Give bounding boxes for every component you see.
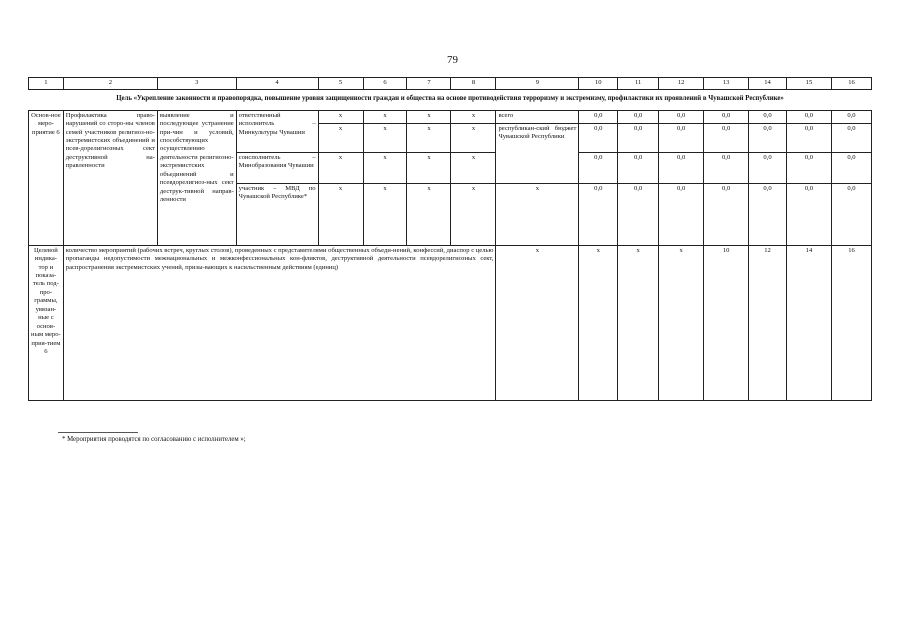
budget-code: x (318, 110, 363, 123)
indicator-value: 14 (786, 245, 831, 400)
column-number: 11 (618, 78, 659, 90)
page-number: 79 (447, 54, 458, 66)
responsible-executor: ответственный исполнитель – Минкультуры Чувашии (236, 110, 318, 152)
funding-value: 0,0 (704, 183, 749, 245)
funding-value: 0,0 (786, 183, 831, 245)
funding-value: 0,0 (618, 110, 659, 123)
funding-value: 0,0 (704, 123, 749, 152)
budget-code: x (451, 152, 496, 183)
funding-value: 0,0 (579, 152, 618, 183)
funding-value: 0,0 (749, 152, 787, 183)
funding-value: 0,0 (786, 152, 831, 183)
column-number: 2 (63, 78, 157, 90)
budget-code: x (407, 123, 451, 152)
indicator-label: Целевой индика-тор и показа-тель под-про-граммы, увязан-ные с основ-ным меро-прия-тием 6 (29, 245, 64, 400)
budget-code: x (318, 152, 363, 183)
funding-value: 0,0 (831, 183, 871, 245)
indicator-text: количество мероприятий (рабочих встреч, круглых столов), проведенных с представителями общественных объеди-нений, конфессий, диаспор с целью пропаганды недопустимости межнациональных и межконфессиональных кон-фликтов, деструктивной деятельности псевдорелигиозных сект, распространения экстремистских учений, призы-вающих к насильственным действиям (единиц) (63, 245, 496, 400)
participant: участник – МВД по Чувашской Республике* (236, 183, 318, 245)
funding-value: 0,0 (749, 110, 787, 123)
column-number: 1 (29, 78, 64, 90)
indicator-value: x (659, 245, 704, 400)
budget-code: x (407, 183, 451, 245)
funding-value: 0,0 (618, 152, 659, 183)
footnote: * Мероприятия проводятся по согласованию с исполнителем »; (62, 436, 246, 443)
funding-value: 0,0 (579, 123, 618, 152)
funding-value: 0,0 (831, 123, 871, 152)
funding-value: 0,0 (786, 123, 831, 152)
budget-code: x (363, 183, 407, 245)
funding-value: 0,0 (659, 123, 704, 152)
funding-value: 0,0 (579, 183, 618, 245)
budget-code: x (407, 152, 451, 183)
funding-value: 0,0 (704, 152, 749, 183)
funding-value: 0,0 (618, 183, 659, 245)
goal-row (29, 90, 872, 111)
program-table (28, 77, 872, 401)
footnote-divider (58, 432, 138, 433)
column-number: 14 (749, 78, 787, 90)
budget-code: x (363, 110, 407, 123)
column-number: 16 (831, 78, 871, 90)
column-number: 6 (363, 78, 407, 90)
funding-value: 0,0 (579, 110, 618, 123)
budget-code: x (451, 110, 496, 123)
column-number: 8 (451, 78, 496, 90)
indicator-row (29, 245, 872, 400)
event-row-1 (29, 110, 872, 123)
goal-title: Цель «Укрепление законности и правопорядка, повышение уровня защищенности граждан и общества на основе противодействия терроризму и экстремизму, профилактики их проявлений в Чувашской Республике» (29, 90, 872, 111)
indicator-value: x (579, 245, 618, 400)
budget-code: x (451, 123, 496, 152)
column-number: 9 (496, 78, 579, 90)
funding-value: 0,0 (831, 110, 871, 123)
budget-code: x (363, 152, 407, 183)
funding-value: 0,0 (659, 183, 704, 245)
funding-value: 0,0 (659, 110, 704, 123)
funding-value: 0,0 (749, 183, 787, 245)
budget-code: x (407, 110, 451, 123)
column-number: 7 (407, 78, 451, 90)
budget-code: x (363, 123, 407, 152)
funding-source: всего (496, 110, 579, 123)
indicator-value: x (496, 245, 579, 400)
funding-source: x (496, 183, 579, 245)
budget-code: x (451, 183, 496, 245)
funding-value: 0,0 (659, 152, 704, 183)
indicator-value: 10 (704, 245, 749, 400)
event-type: Основ-ное меро-приятие 6 (29, 110, 64, 245)
column-number: 15 (786, 78, 831, 90)
column-number: 3 (157, 78, 236, 90)
column-number: 10 (579, 78, 618, 90)
indicator-value: x (618, 245, 659, 400)
event-goal: выявление и последующее устранение при-чин и условий, способствующих осуществлению деятельности религиозно-экстремистских объединений и псевдорелигиоз-ных сект деструк-тивной направ-ленности (157, 110, 236, 245)
funding-value: 0,0 (618, 123, 659, 152)
column-number: 13 (704, 78, 749, 90)
column-number: 12 (659, 78, 704, 90)
indicator-value: 16 (831, 245, 871, 400)
column-number: 4 (236, 78, 318, 90)
budget-code: x (318, 123, 363, 152)
co-executor: соисполнитель – Минобразования Чувашии (236, 152, 318, 183)
funding-source-republic: республикан-ский бюджет Чувашской Республики (496, 123, 579, 183)
funding-value: 0,0 (786, 110, 831, 123)
column-number-row (29, 78, 872, 90)
indicator-value: 12 (749, 245, 787, 400)
funding-value: 0,0 (749, 123, 787, 152)
budget-code: x (318, 183, 363, 245)
funding-value: 0,0 (704, 110, 749, 123)
funding-value: 0,0 (831, 152, 871, 183)
event-name: Профилактика право-нарушений со сторо-ны членов семей участников религиоз-но-экстремистских объединений и псев-дорелигиозных сект деструктивной на-правленности (63, 110, 157, 245)
column-number: 5 (318, 78, 363, 90)
